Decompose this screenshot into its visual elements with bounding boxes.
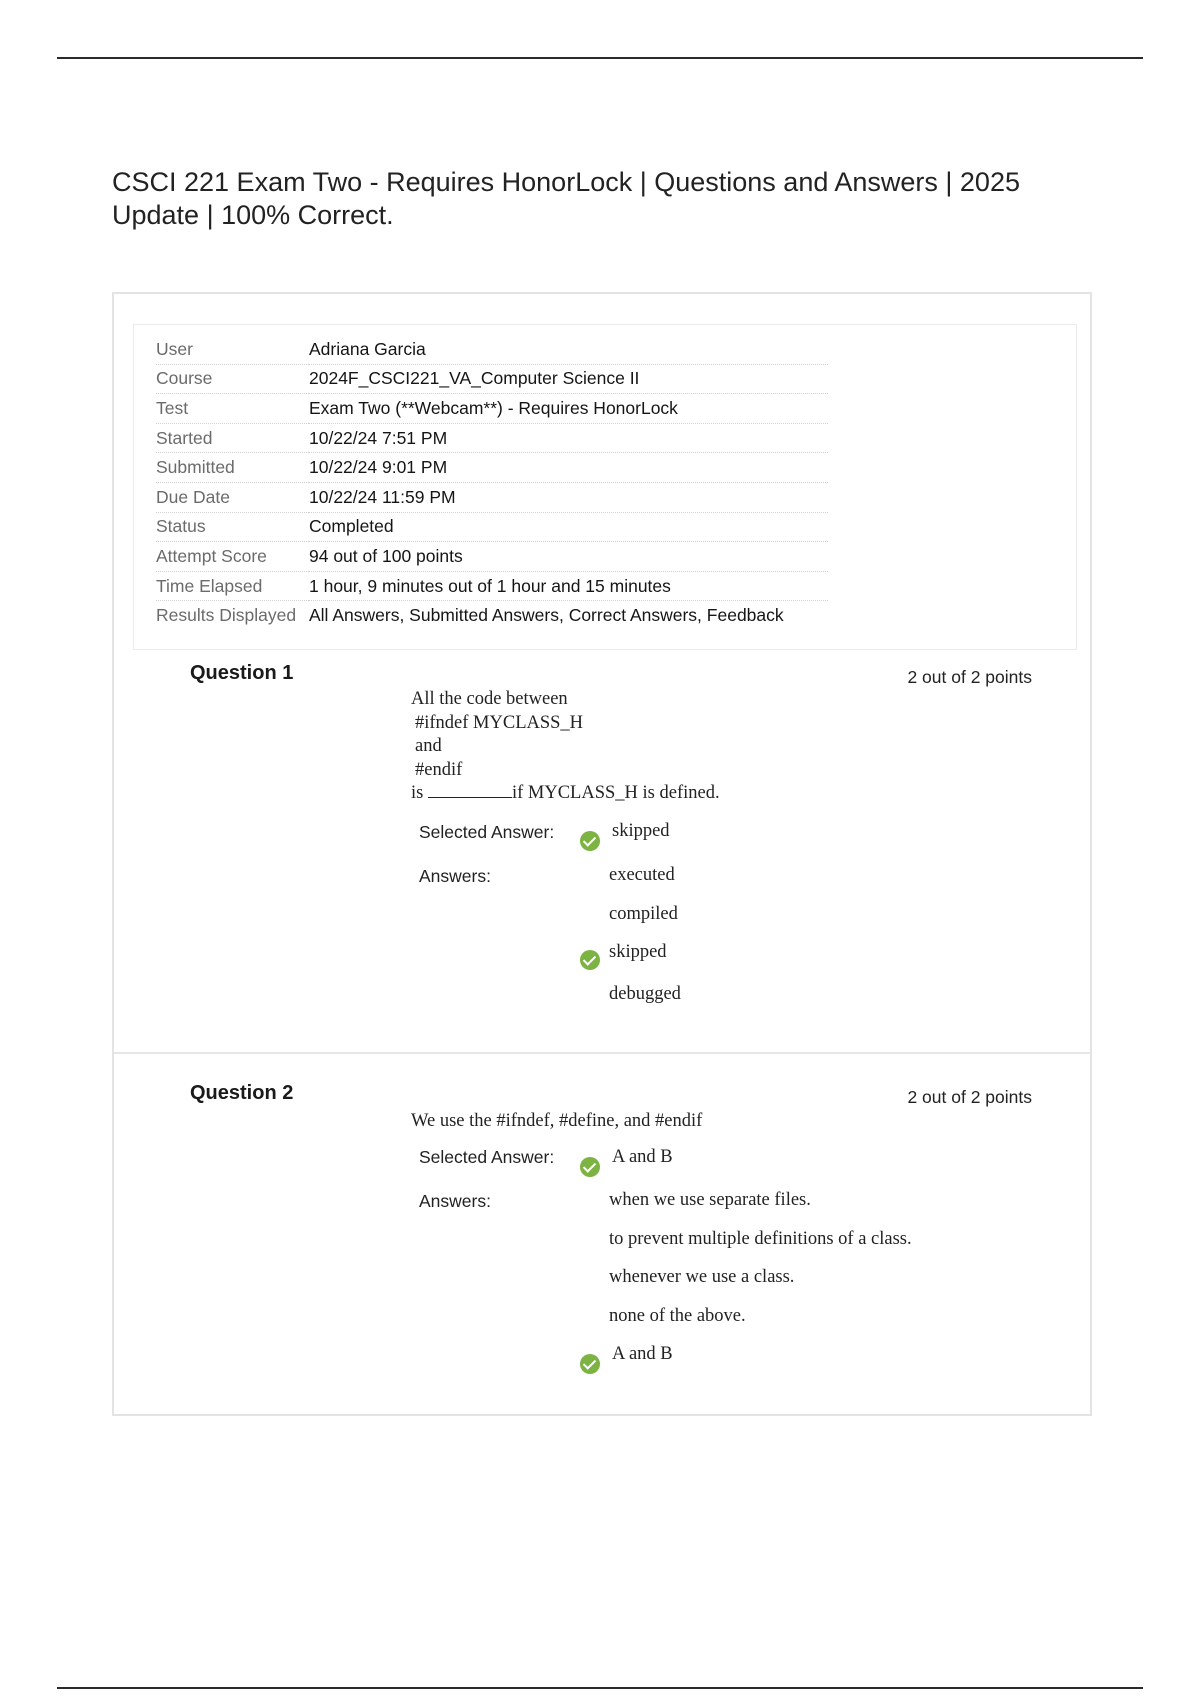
info-value: 10/22/24 9:01 PM [309,453,828,483]
info-label: Started [156,423,309,453]
selected-answer-value: skipped [612,821,670,841]
selected-answer-label: Selected Answer: [419,1147,555,1167]
question-2-text: We use the #ifndef, #define, and #endif [411,1111,703,1131]
info-label: Status [156,512,309,542]
info-row-time-elapsed [156,571,828,601]
info-label: Time Elapsed [156,571,309,601]
question-1-heading: Question 1 [190,662,294,684]
info-row-user [156,335,828,364]
info-row-started [156,423,828,453]
info-row-attempt-score [156,542,828,572]
answer-option-correct: skipped [609,942,667,962]
question-text-line: All the code between [411,689,568,709]
info-label: Test [156,394,309,424]
question-text-line: #ifndef MYCLASS_H [415,712,584,733]
info-value: All Answers, Submitted Answers, Correct Answers, Feedback [309,605,784,626]
document-title: CSCI 221 Exam Two - Requires HonorLock | Questions and Answers | 2025 Update | 100% Correct. [112,167,1020,230]
check-circle-icon [580,1157,600,1177]
question-text-line: #endif [415,759,463,780]
info-value: 2024F_CSCI221_VA_Computer Science II [309,364,828,394]
info-row-submitted [156,453,828,483]
answer-option: executed [609,865,675,885]
exam-results-card [112,292,1092,1416]
question-divider [114,1052,1090,1054]
info-value: 10/22/24 11:59 PM [309,482,828,512]
answer-option: compiled [609,904,678,924]
question-text-prefix: is [411,783,428,803]
info-label: Results Displayed [156,605,297,626]
check-circle-icon [580,831,600,851]
answer-option-correct: A and B [612,1344,673,1364]
answer-option: none of the above. [609,1306,746,1326]
info-label: Due Date [156,482,309,512]
answer-option: to prevent multiple definitions of a class. [609,1229,912,1249]
info-value: Completed [309,512,828,542]
info-value: 10/22/24 7:51 PM [309,423,828,453]
info-label: Attempt Score [156,542,309,572]
info-label: Submitted [156,453,309,483]
page-top-rule [57,57,1143,59]
info-value: Adriana Garcia [309,335,828,364]
info-value: 1 hour, 9 minutes out of 1 hour and 15 minutes [309,571,828,601]
selected-answer-label: Selected Answer: [419,822,555,842]
info-label: User [156,335,309,364]
check-circle-icon [580,950,600,970]
check-circle-icon [580,1354,600,1374]
info-row-status [156,512,828,542]
info-row-course [156,364,828,394]
question-1-points: 2 out of 2 points [907,667,1032,687]
page-bottom-rule [57,1687,1143,1689]
attempt-info-table [156,335,828,630]
fill-in-blank [428,783,512,798]
answer-option: whenever we use a class. [609,1267,795,1287]
question-text-line: and [415,736,442,756]
info-row-test [156,394,828,424]
info-value: 94 out of 100 points [309,542,828,572]
answer-option: debugged [609,984,681,1004]
question-text-suffix: if MYCLASS_H is defined. [511,783,720,803]
selected-answer-value: A and B [612,1147,673,1167]
answers-label: Answers: [419,866,491,886]
info-row-due-date [156,482,828,512]
info-row-results-displayed [156,601,828,630]
question-2-heading: Question 2 [190,1082,294,1104]
info-label: Course [156,364,309,394]
attempt-info-box [133,324,1077,650]
answers-label: Answers: [419,1191,491,1211]
question-1-text [411,688,720,806]
info-value: Exam Two (**Webcam**) - Requires HonorLock [309,394,828,424]
answer-option: when we use separate files. [609,1190,811,1210]
question-2-points: 2 out of 2 points [907,1087,1032,1107]
